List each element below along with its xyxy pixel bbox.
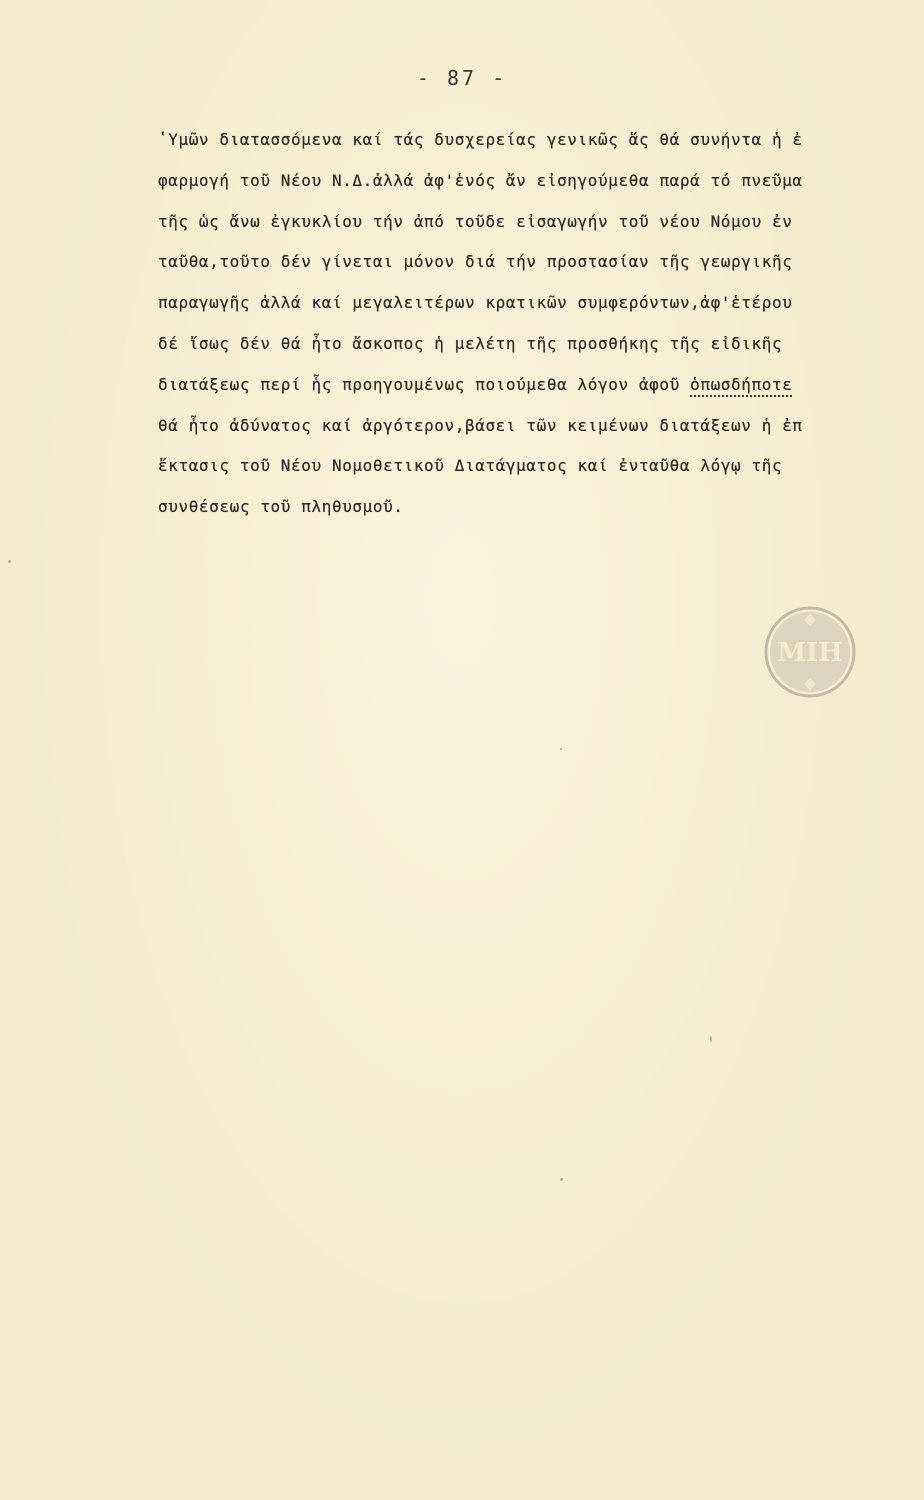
text-line: φαρμογή τοῦ Νέου Ν.Δ.ἀλλά ἀφ'ἑνός ἄν εἰσηγούμεθα παρά τό πνεῦμα [158, 170, 803, 190]
text-line: θά ἦτο ἀδύνατος καί ἀργότερον,βάσει τῶν κειμένων διατάξεων ἡ ἐπ [158, 415, 803, 435]
text-line: τῆς ὡς ἄνω ἐγκυκλίου τήν ἀπό τοῦδε εἰσαγωγήν τοῦ νέου Νόμου ἐν [158, 211, 793, 231]
paper-speck [710, 1036, 712, 1042]
mih-library-seal-icon [764, 606, 856, 698]
paper-speck [560, 1178, 563, 1181]
text-line: ʽΥμῶν διατασσόμενα καί τάς δυσχερείας γενικῶς ἅς θά συνήντα ἡ ἐ [158, 130, 803, 149]
seal-text: ΜΙΗ [777, 638, 843, 668]
text-line: ἔκτασις τοῦ Νέου Νομοθετικοῦ Διατάγματος καί ἐνταῦθα λόγῳ τῆς [158, 456, 783, 476]
text-line-with-underline [158, 373, 898, 414]
text-line-start: διατάξεως περί ἧς προηγουμένως ποιούμεθα λόγον ἀφοῦ [158, 374, 691, 394]
paper-speck [8, 560, 11, 563]
page-number: - 87 - [416, 66, 508, 90]
text-line: συνθέσεως τοῦ πληθυσμοῦ. [158, 497, 404, 517]
text-line: δέ ἴσως δέν θά ἦτο ἄσκοπος ἡ μελέτη τῆς προσθήκης τῆς εἰδικῆς [158, 333, 783, 353]
paper-speck [560, 748, 562, 750]
text-line: παραγωγῆς ἀλλά καί μεγαλειτέρων κρατικῶν συμφερόντων,ἀφ'ἑτέρου [158, 293, 793, 313]
text-line: ταῦθα,τοῦτο δέν γίνεται μόνον διά τήν προστασίαν τῆς γεωργικῆς [158, 252, 793, 272]
underlined-word: ὁπωσδήποτε [690, 374, 793, 394]
body-text [158, 128, 898, 536]
